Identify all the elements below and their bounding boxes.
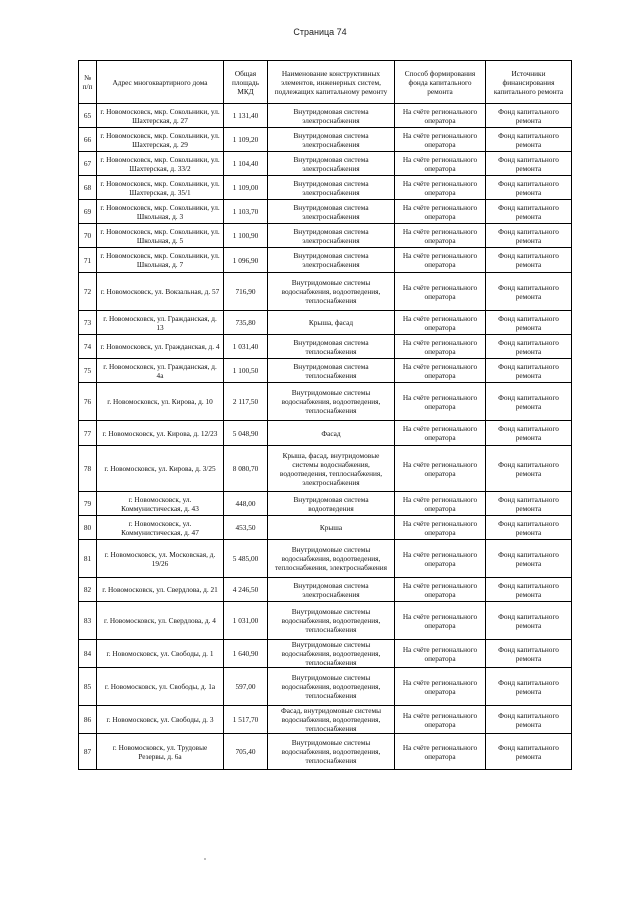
table-row <box>79 273 572 311</box>
row-address: г. Новомосковск, ул. Свердлова, д. 4 <box>97 602 224 640</box>
row-address: г. Новомосковск, мкр. Сокольники, ул. Школьная, д. 7 <box>97 248 224 273</box>
row-address: г. Новомосковск, ул. Кирова, д. 10 <box>97 383 224 421</box>
row-number: 84 <box>79 640 97 668</box>
row-address: г. Новомосковск, мкр. Сокольники, ул. Шахтерская, д. 27 <box>97 104 224 128</box>
row-method: На счёте регионального оператора <box>395 248 486 273</box>
row-elements: Внутридомовая система электроснабжения <box>268 104 395 128</box>
header-method: Способ формирования фонда капитального ремонта <box>395 61 486 104</box>
row-source: Фонд капитального ремонта <box>486 640 572 668</box>
row-area: 597,00 <box>224 668 268 706</box>
row-source: Фонд капитального ремонта <box>486 359 572 383</box>
row-elements: Внутридомовая система электроснабжения <box>268 224 395 248</box>
row-number: 76 <box>79 383 97 421</box>
row-source: Фонд капитального ремонта <box>486 176 572 200</box>
row-number: 81 <box>79 540 97 578</box>
row-area: 453,50 <box>224 516 268 540</box>
row-elements: Внутридомовые системы водоснабжения, водоотведения, теплоснабжения, электроснабжения <box>268 540 395 578</box>
row-address: г. Новомосковск, ул. Свободы, д. 1а <box>97 668 224 706</box>
row-method: На счёте регионального оператора <box>395 734 486 770</box>
row-method: На счёте регионального оператора <box>395 200 486 224</box>
table-row <box>79 200 572 224</box>
row-address: г. Новомосковск, ул. Вокзальная, д. 57 <box>97 273 224 311</box>
row-address: г. Новомосковск, ул. Трудовые Резервы, д. 6а <box>97 734 224 770</box>
row-number: 71 <box>79 248 97 273</box>
row-elements: Внутридомовые системы водоснабжения, водоотведения, теплоснабжения <box>268 602 395 640</box>
header-elements: Наименование конструктивных элементов, инженерных систем, подлежащих капитальному ремонту <box>268 61 395 104</box>
row-address: г. Новомосковск, ул. Московская, д. 19/26 <box>97 540 224 578</box>
row-address: г. Новомосковск, ул. Коммунистическая, д. 43 <box>97 492 224 516</box>
row-source: Фонд капитального ремонта <box>486 446 572 492</box>
table-row <box>79 578 572 602</box>
table-row <box>79 492 572 516</box>
row-method: На счёте регионального оператора <box>395 540 486 578</box>
table-row <box>79 734 572 770</box>
row-area: 1 096,90 <box>224 248 268 273</box>
row-source: Фонд капитального ремонта <box>486 540 572 578</box>
table-row <box>79 383 572 421</box>
row-area: 4 246,50 <box>224 578 268 602</box>
row-number: 78 <box>79 446 97 492</box>
table-row <box>79 421 572 446</box>
row-method: На счёте регионального оператора <box>395 706 486 734</box>
row-elements: Крыша <box>268 516 395 540</box>
row-source: Фонд капитального ремонта <box>486 578 572 602</box>
row-elements: Фасад, внутридомовые системы водоснабжения, водоотведения, теплоснабжения <box>268 706 395 734</box>
row-area: 448,00 <box>224 492 268 516</box>
row-elements: Внутридомовая система электроснабжения <box>268 152 395 176</box>
row-elements: Внутридомовые системы водоснабжения, водоотведения, теплоснабжения <box>268 734 395 770</box>
row-source: Фонд капитального ремонта <box>486 104 572 128</box>
row-area: 1 031,00 <box>224 602 268 640</box>
row-number: 70 <box>79 224 97 248</box>
row-elements: Внутридомовые системы водоснабжения, водоотведения, теплоснабжения <box>268 273 395 311</box>
row-method: На счёте регионального оператора <box>395 176 486 200</box>
row-method: На счёте регионального оператора <box>395 128 486 152</box>
row-method: На счёте регионального оператора <box>395 273 486 311</box>
table-row <box>79 446 572 492</box>
row-method: На счёте регионального оператора <box>395 224 486 248</box>
row-area: 705,40 <box>224 734 268 770</box>
row-method: На счёте регионального оператора <box>395 359 486 383</box>
row-area: 1 100,90 <box>224 224 268 248</box>
row-address: г. Новомосковск, ул. Гражданская, д. 13 <box>97 311 224 335</box>
row-source: Фонд капитального ремонта <box>486 248 572 273</box>
row-method: На счёте регионального оператора <box>395 602 486 640</box>
row-area: 716,90 <box>224 273 268 311</box>
row-method: На счёте регионального оператора <box>395 421 486 446</box>
row-source: Фонд капитального ремонта <box>486 516 572 540</box>
row-elements: Внутридомовая система электроснабжения <box>268 128 395 152</box>
row-elements: Внутридомовая система теплоснабжения <box>268 335 395 359</box>
row-elements: Внутридомовая система электроснабжения <box>268 176 395 200</box>
row-elements: Крыша, фасад <box>268 311 395 335</box>
row-method: На счёте регионального оператора <box>395 492 486 516</box>
row-source: Фонд капитального ремонта <box>486 383 572 421</box>
header-address: Адрес многоквартирного дома <box>97 61 224 104</box>
row-number: 85 <box>79 668 97 706</box>
row-area: 5 485,00 <box>224 540 268 578</box>
row-area: 1 131,40 <box>224 104 268 128</box>
row-area: 735,80 <box>224 311 268 335</box>
row-number: 73 <box>79 311 97 335</box>
table-row <box>79 176 572 200</box>
page-title: Страница 74 <box>293 27 347 37</box>
table-row <box>79 311 572 335</box>
row-source: Фонд капитального ремонта <box>486 200 572 224</box>
row-area: 1 517,70 <box>224 706 268 734</box>
row-number: 68 <box>79 176 97 200</box>
row-source: Фонд капитального ремонта <box>486 706 572 734</box>
row-source: Фонд капитального ремонта <box>486 311 572 335</box>
row-elements: Крыша, фасад, внутридомовые системы водоснабжения, водоотведения, теплоснабжения, электроснабжения <box>268 446 395 492</box>
table-row <box>79 516 572 540</box>
row-method: На счёте регионального оператора <box>395 578 486 602</box>
table-row <box>79 706 572 734</box>
row-area: 1 031,40 <box>224 335 268 359</box>
row-elements: Фасад <box>268 421 395 446</box>
row-method: На счёте регионального оператора <box>395 668 486 706</box>
row-number: 77 <box>79 421 97 446</box>
row-elements: Внутридомовая система электроснабжения <box>268 248 395 273</box>
row-method: На счёте регионального оператора <box>395 311 486 335</box>
table-row <box>79 640 572 668</box>
row-area: 5 048,90 <box>224 421 268 446</box>
row-source: Фонд капитального ремонта <box>486 734 572 770</box>
row-elements: Внутридомовая система электроснабжения <box>268 200 395 224</box>
table-row <box>79 104 572 128</box>
table-row <box>79 335 572 359</box>
table-row <box>79 359 572 383</box>
row-method: На счёте регионального оператора <box>395 383 486 421</box>
row-number: 82 <box>79 578 97 602</box>
table-row <box>79 224 572 248</box>
row-number: 75 <box>79 359 97 383</box>
table-row <box>79 540 572 578</box>
row-address: г. Новомосковск, ул. Гражданская, д. 4 <box>97 335 224 359</box>
row-number: 69 <box>79 200 97 224</box>
row-elements: Внутридомовые системы водоснабжения, водоотведения, теплоснабжения <box>268 668 395 706</box>
row-elements: Внутридомовая система водоотведения <box>268 492 395 516</box>
row-number: 80 <box>79 516 97 540</box>
row-number: 66 <box>79 128 97 152</box>
row-number: 65 <box>79 104 97 128</box>
table-row <box>79 128 572 152</box>
row-method: На счёте регионального оператора <box>395 516 486 540</box>
header-area: Общая площадь МКД <box>224 61 268 104</box>
row-area: 1 109,20 <box>224 128 268 152</box>
row-method: На счёте регионального оператора <box>395 335 486 359</box>
row-source: Фонд капитального ремонта <box>486 224 572 248</box>
row-method: На счёте регионального оператора <box>395 446 486 492</box>
row-source: Фонд капитального ремонта <box>486 273 572 311</box>
row-address: г. Новомосковск, ул. Коммунистическая, д. 47 <box>97 516 224 540</box>
row-method: На счёте регионального оператора <box>395 104 486 128</box>
row-address: г. Новомосковск, ул. Свободы, д. 3 <box>97 706 224 734</box>
table-row <box>79 602 572 640</box>
row-number: 79 <box>79 492 97 516</box>
row-source: Фонд капитального ремонта <box>486 335 572 359</box>
row-elements: Внутридомовые системы водоснабжения, водоотведения, теплоснабжения <box>268 640 395 668</box>
table-row <box>79 248 572 273</box>
table-row <box>79 152 572 176</box>
row-source: Фонд капитального ремонта <box>486 492 572 516</box>
row-area: 1 103,70 <box>224 200 268 224</box>
row-area: 1 100,50 <box>224 359 268 383</box>
repair-register-table <box>78 60 572 770</box>
row-address: г. Новомосковск, мкр. Сокольники, ул. Шахтерская, д. 33/2 <box>97 152 224 176</box>
row-number: 87 <box>79 734 97 770</box>
row-elements: Внутридомовая система теплоснабжения <box>268 359 395 383</box>
row-source: Фонд капитального ремонта <box>486 421 572 446</box>
row-source: Фонд капитального ремонта <box>486 152 572 176</box>
row-method: На счёте регионального оператора <box>395 640 486 668</box>
row-number: 72 <box>79 273 97 311</box>
table-row <box>79 668 572 706</box>
row-source: Фонд капитального ремонта <box>486 128 572 152</box>
row-number: 86 <box>79 706 97 734</box>
row-area: 1 104,40 <box>224 152 268 176</box>
row-address: г. Новомосковск, мкр. Сокольники, ул. Шахтерская, д. 35/1 <box>97 176 224 200</box>
row-number: 74 <box>79 335 97 359</box>
row-address: г. Новомосковск, ул. Свободы, д. 1 <box>97 640 224 668</box>
row-address: г. Новомосковск, мкр. Сокольники, ул. Школьная, д. 5 <box>97 224 224 248</box>
row-source: Фонд капитального ремонта <box>486 602 572 640</box>
row-area: 1 640,90 <box>224 640 268 668</box>
row-number: 83 <box>79 602 97 640</box>
row-address: г. Новомосковск, мкр. Сокольники, ул. Шахтерская, д. 29 <box>97 128 224 152</box>
row-number: 67 <box>79 152 97 176</box>
row-address: г. Новомосковск, ул. Кирова, д. 3/25 <box>97 446 224 492</box>
row-method: На счёте регионального оператора <box>395 152 486 176</box>
row-elements: Внутридомовая система электроснабжения <box>268 578 395 602</box>
row-address: г. Новомосковск, ул. Свердлова, д. 21 <box>97 578 224 602</box>
row-elements: Внутридомовые системы водоснабжения, водоотведения, теплоснабжения <box>268 383 395 421</box>
header-number: № п/п <box>79 61 97 104</box>
row-area: 2 117,50 <box>224 383 268 421</box>
row-address: г. Новомосковск, ул. Кирова, д. 12/23 <box>97 421 224 446</box>
table-header-row <box>79 61 572 104</box>
row-area: 8 080,70 <box>224 446 268 492</box>
row-address: г. Новомосковск, ул. Гражданская, д. 4а <box>97 359 224 383</box>
row-source: Фонд капитального ремонта <box>486 668 572 706</box>
row-area: 1 109,00 <box>224 176 268 200</box>
row-address: г. Новомосковск, мкр. Сокольники, ул. Школьная, д. 3 <box>97 200 224 224</box>
header-source: Источники финансирования капитального ремонта <box>486 61 572 104</box>
scan-speck <box>204 858 206 860</box>
